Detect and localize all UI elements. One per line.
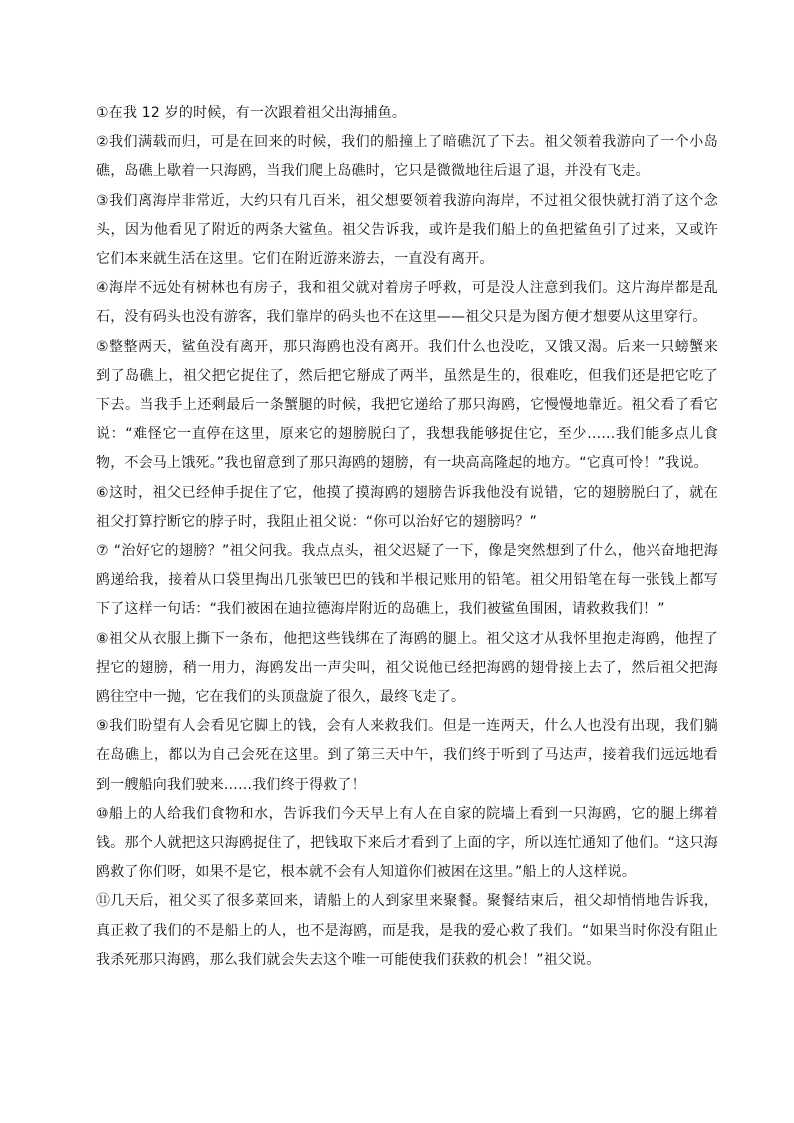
paragraph-9: ⑨我们盼望有人会看见它脚上的钱，会有人来救我们。但是一连两天，什么人也没有出现，我们躺在岛礁上，都以为自己会死在这里。到了第三天中午，我们终于听到了马达声，接着我们远远地看到一艘船向我们驶来……我们终于得救了！: [96, 718, 718, 793]
paragraph-2: ②我们满载而归，可是在回来的时候，我们的船撞上了暗礁沉了下去。祖父领着我游向了一个小岛礁，岛礁上歇着一只海鸥，当我们爬上岛礁时，它只是微微地往后退了退，并没有飞走。: [96, 134, 718, 180]
paragraph-4: ④海岸不远处有树林也有房子，我和祖父就对着房子呼救，可是没人注意到我们。这片海岸都是乱石，没有码头也没有游客，我们靠岸的码头也不在这里——祖父只是为图方便才想要从这里穿行。: [96, 280, 718, 326]
paragraph-6: ⑥这时，祖父已经伸手捉住了它，他摸了摸海鸥的翅膀告诉我他没有说错，它的翅膀脱臼了，就在祖父打算拧断它的脖子时，我阻止祖父说：“你可以治好它的翅膀吗？”: [96, 484, 718, 530]
paragraph-7: ⑦ “治好它的翅膀？”祖父问我。我点点头，祖父迟疑了一下，像是突然想到了什么，他兴奋地把海鸥递给我，接着从口袋里掏出几张皱巴巴的钱和半根记账用的铅笔。祖父用铅笔在每一张钱上都写下了这样一句话：“我们被困在迪拉德海岸附近的岛礁上，我们被鲨鱼围困，请救救我们！”: [96, 543, 718, 618]
story-text: [96, 99, 718, 975]
paragraph-1: ①在我 12 岁的时候，有一次跟着祖父出海捕鱼。: [96, 105, 407, 121]
paragraph-8: ⑧祖父从衣服上撕下一条布，他把这些钱绑在了海鸥的腿上。祖父这才从我怀里抱走海鸥，他捏了捏它的翅膀，稍一用力，海鸥发出一声尖叫，祖父说他已经把海鸥的翅骨接上去了，然后祖父把海鸥往空中一抛，它在我们的头顶盘旋了很久，最终飞走了。: [96, 630, 718, 706]
paragraph-11: ⑪几天后，祖父买了很多菜回来，请船上的人到家里来聚餐。聚餐结束后，祖父却悄悄地告诉我，真正救了我们的不是船上的人，也不是海鸥，而是我，是我的爱心救了我们。“如果当时你没有阻止我杀死那只海鸥，那么我们就会失去这个唯一可能使我们获救的机会！”祖父说。: [96, 893, 718, 968]
paragraph-10: ⑩船上的人给我们食物和水，告诉我们今天早上有人在自家的院墙上看到一只海鸥，它的腿上绑着钱。那个人就把这只海鸥捉住了，把钱取下来后才看到了上面的字，所以连忙通知了他们。“这只海鸥救了你们呀，如果不是它，根本就不会有人知道你们被困在这里。”船上的人这样说。: [96, 805, 718, 881]
paragraph-5: ⑤整整两天，鲨鱼没有离开，那只海鸥也没有离开。我们什么也没吃，又饿又渴。后来一只螃蟹来到了岛礁上，祖父把它捉住了，然后把它掰成了两半，虽然是生的，很难吃，但我们还是把它吃了下去。当我手上还剩最后一条蟹腿的时候，我把它递给了那只海鸥，它慢慢地靠近。祖父看了看它说：“难怪它一直停在这里，原来它的翅膀脱臼了，我想我能够捉住它，至少……我们能多点儿食物，不会马上饿死。”我也留意到了那只海鸥的翅膀，有一块高高隆起的地方。“它真可怜！”我说。: [96, 338, 718, 472]
paragraph-3: ③我们离海岸非常近，大约只有几百米，祖父想要领着我游向海岸，不过祖父很快就打消了这个念头，因为他看见了附近的两条大鲨鱼。祖父告诉我，或许是我们船上的鱼把鲨鱼引了过来，又或许它们本来就生活在这里。它们在附近游来游去，一直没有离开。: [96, 192, 718, 268]
